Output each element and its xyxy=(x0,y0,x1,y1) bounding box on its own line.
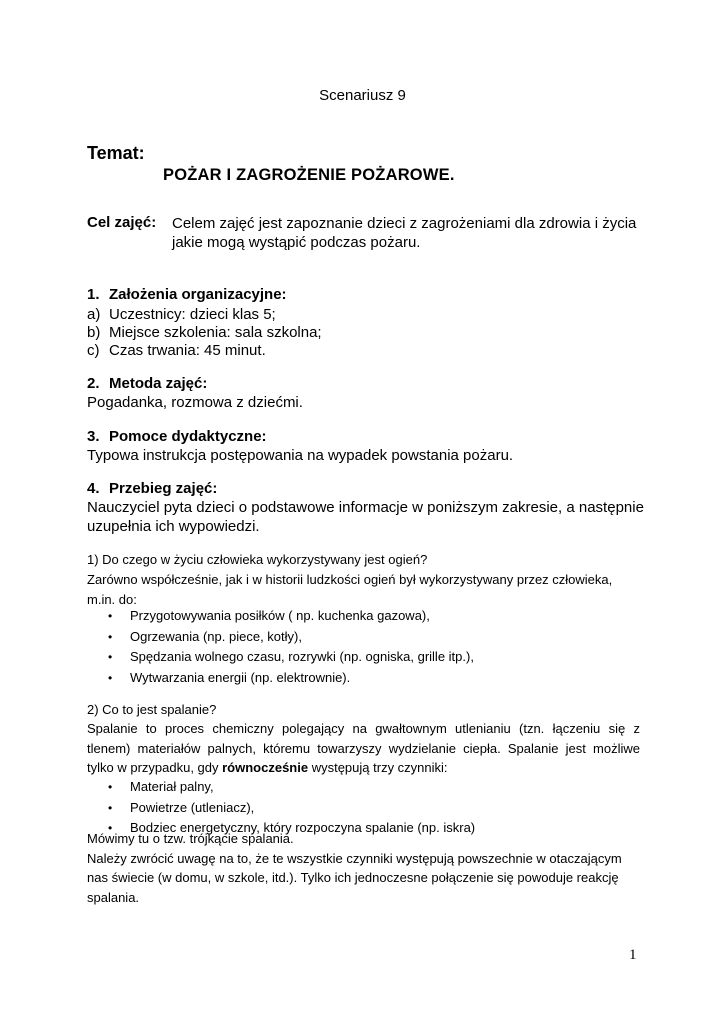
question-2-conclusion: Mówimy tu o tzw. trójkącie spalania. Należy zwrócić uwagę na to, że te wszystkie czynniki występują powszechnie w otaczającym nas świecie (w domu, w szkole, itd.). Tylko ich jednoczesne połączenie się powoduje reakcję spalania. xyxy=(87,831,622,905)
section-3-text: Typowa instrukcja postępowania na wypadek powstania pożaru. xyxy=(87,447,514,464)
bullet-icon: • xyxy=(108,609,113,623)
list-item: • Wytwarzania energii (np. elektrownie). xyxy=(108,668,474,689)
objective-line: jakie mogą wystąpić podczas pożaru. xyxy=(172,234,421,251)
section-4-heading: 4. Przebieg zajęć: xyxy=(87,480,218,497)
question-1: 1) Do czego w życiu człowieka wykorzystywany jest ogień? xyxy=(87,552,428,567)
section-3-heading: 3. Pomoce dydaktyczne: xyxy=(87,428,267,445)
objective-label: Cel zajęć: xyxy=(87,214,157,231)
objective-line: Celem zajęć jest zapoznanie dzieci z zagrożeniami dla zdrowia i życia xyxy=(172,215,637,232)
objective-text xyxy=(172,214,642,252)
topic-label: Temat: xyxy=(87,143,145,163)
question-1-bullet-list xyxy=(108,606,474,688)
section-1-item: c) Czas trwania: 45 minut. xyxy=(87,342,266,359)
list-item: • Bodziec energetyczny, który rozpoczyna spalanie (np. iskra) xyxy=(108,818,475,839)
page-title: POŻAR I ZAGROŻENIE POŻAROWE. xyxy=(163,166,455,184)
section-2-text: Pogadanka, rozmowa z dziećmi. xyxy=(87,394,303,411)
section-1-heading: 1. Założenia organizacyjne: xyxy=(87,286,287,303)
list-item: • Spędzania wolnego czasu, rozrywki (np. ogniska, grille itp.), xyxy=(108,647,474,668)
list-item: • Ogrzewania (np. piece, kotły), xyxy=(108,627,474,648)
section-4-text: Nauczyciel pyta dzieci o podstawowe informacje w poniższym zakresie, a następnie uzupełnia ich wypowiedzi. xyxy=(87,499,644,535)
question-2: 2) Co to jest spalanie? xyxy=(87,702,217,717)
page-number: 1 xyxy=(629,947,637,963)
list-item: • Powietrze (utleniacz), xyxy=(108,798,475,819)
bullet-icon: • xyxy=(108,629,113,644)
bullet-icon: • xyxy=(108,780,113,794)
section-1-item: a) Uczestnicy: dzieci klas 5; xyxy=(87,306,276,323)
list-item: • Przygotowywania posiłków ( np. kuchenka gazowa), xyxy=(108,606,474,627)
scenario-header: Scenariusz 9 xyxy=(319,87,406,104)
list-item: • Materiał palny, xyxy=(108,777,475,798)
question-1-intro: Zarówno współcześnie, jak i w historii ludzkości ogień był wykorzystywany przez człowieka, m.in. do: xyxy=(87,572,613,607)
bullet-icon: • xyxy=(108,821,113,835)
question-2-text: Spalanie to proces chemiczny polegający na gwałtownym utlenianiu (tzn. łączeniu się z tlenem) materiałów palnych, któremu towarzyszy wydzielanie ciepła. Spalanie jest możliwe tylko w przypadku, gdy równocześnie występują trzy czynniki: xyxy=(87,721,640,775)
bullet-icon: • xyxy=(108,670,113,685)
emphasis-text: równocześnie xyxy=(222,760,309,775)
section-1-item: b) Miejsce szkolenia: sala szkolna; xyxy=(87,324,322,341)
bullet-icon: • xyxy=(108,800,113,815)
section-2-heading: 2. Metoda zajęć: xyxy=(87,375,208,392)
bullet-icon: • xyxy=(108,650,113,664)
